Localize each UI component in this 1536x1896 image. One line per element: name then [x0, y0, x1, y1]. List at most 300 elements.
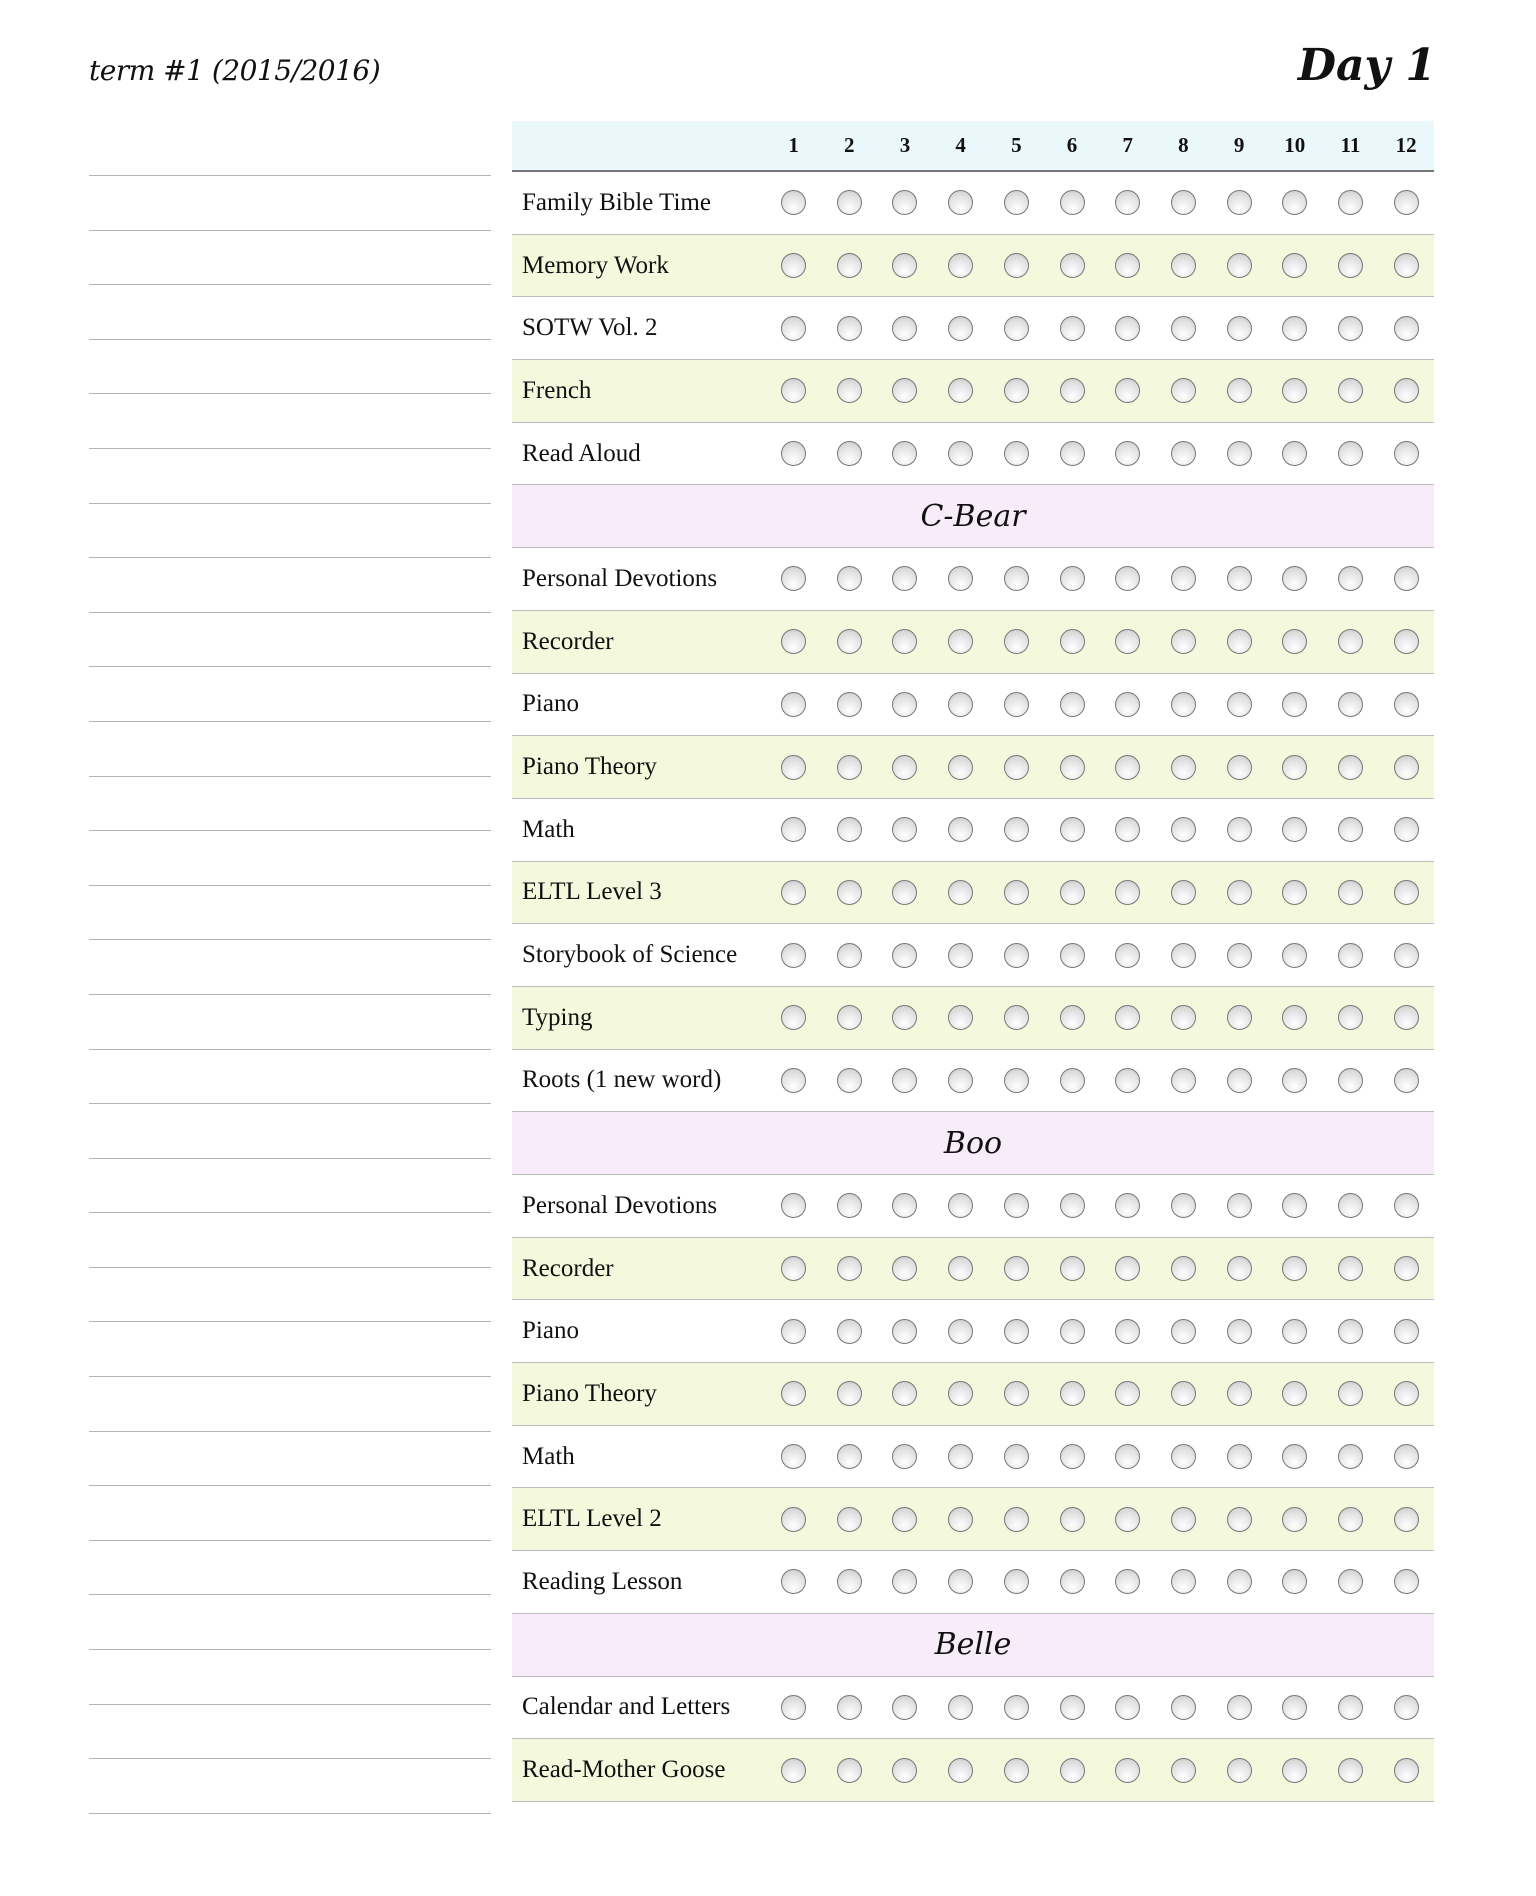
- checkbox-circle[interactable]: [948, 1758, 973, 1783]
- checkbox-circle[interactable]: [1282, 316, 1307, 341]
- checkbox-circle[interactable]: [892, 880, 917, 905]
- checkbox-circle[interactable]: [1338, 1319, 1363, 1344]
- checkbox-circle[interactable]: [892, 629, 917, 654]
- checkbox-circle[interactable]: [837, 1381, 862, 1406]
- checkbox-circle[interactable]: [948, 1005, 973, 1030]
- checkbox-circle[interactable]: [1227, 1569, 1252, 1594]
- checkbox-circle[interactable]: [1394, 1256, 1419, 1281]
- checkbox-circle[interactable]: [1004, 755, 1029, 780]
- checkbox-circle[interactable]: [1338, 1444, 1363, 1469]
- checkbox-circle[interactable]: [837, 692, 862, 717]
- checkbox-circle[interactable]: [781, 1444, 806, 1469]
- checkbox-circle[interactable]: [1282, 880, 1307, 905]
- checkbox-circle[interactable]: [837, 1444, 862, 1469]
- checkbox-circle[interactable]: [948, 880, 973, 905]
- checkbox-circle[interactable]: [837, 880, 862, 905]
- note-line[interactable]: [89, 448, 491, 503]
- checkbox-circle[interactable]: [1060, 190, 1085, 215]
- note-line[interactable]: [89, 612, 491, 667]
- checkbox-circle[interactable]: [1227, 566, 1252, 591]
- note-line[interactable]: [89, 393, 491, 448]
- checkbox-circle[interactable]: [1171, 441, 1196, 466]
- checkbox-circle[interactable]: [1115, 1569, 1140, 1594]
- checkbox-circle[interactable]: [948, 1068, 973, 1093]
- checkbox-circle[interactable]: [948, 316, 973, 341]
- checkbox-circle[interactable]: [1282, 1319, 1307, 1344]
- checkbox-circle[interactable]: [1282, 817, 1307, 842]
- checkbox-circle[interactable]: [1394, 1068, 1419, 1093]
- note-line[interactable]: [89, 1758, 491, 1813]
- checkbox-circle[interactable]: [1338, 1381, 1363, 1406]
- checkbox-circle[interactable]: [1394, 378, 1419, 403]
- checkbox-circle[interactable]: [1171, 1005, 1196, 1030]
- checkbox-circle[interactable]: [1338, 253, 1363, 278]
- note-line[interactable]: [89, 994, 491, 1049]
- checkbox-circle[interactable]: [1004, 378, 1029, 403]
- checkbox-circle[interactable]: [837, 1193, 862, 1218]
- checkbox-circle[interactable]: [1004, 1005, 1029, 1030]
- checkbox-circle[interactable]: [1338, 1193, 1363, 1218]
- checkbox-circle[interactable]: [1004, 629, 1029, 654]
- note-line[interactable]: [89, 1267, 491, 1322]
- checkbox-circle[interactable]: [1282, 943, 1307, 968]
- checkbox-circle[interactable]: [892, 1695, 917, 1720]
- checkbox-circle[interactable]: [1004, 441, 1029, 466]
- checkbox-circle[interactable]: [1171, 1068, 1196, 1093]
- note-line[interactable]: [89, 175, 491, 230]
- checkbox-circle[interactable]: [1060, 253, 1085, 278]
- checkbox-circle[interactable]: [1115, 629, 1140, 654]
- checkbox-circle[interactable]: [781, 629, 806, 654]
- checkbox-circle[interactable]: [837, 1569, 862, 1594]
- checkbox-circle[interactable]: [1115, 441, 1140, 466]
- checkbox-circle[interactable]: [892, 1381, 917, 1406]
- checkbox-circle[interactable]: [948, 1193, 973, 1218]
- note-line[interactable]: [89, 1376, 491, 1431]
- checkbox-circle[interactable]: [1338, 755, 1363, 780]
- checkbox-circle[interactable]: [1282, 1507, 1307, 1532]
- checkbox-circle[interactable]: [892, 378, 917, 403]
- checkbox-circle[interactable]: [1115, 566, 1140, 591]
- checkbox-circle[interactable]: [892, 1507, 917, 1532]
- checkbox-circle[interactable]: [948, 1695, 973, 1720]
- checkbox-circle[interactable]: [781, 1381, 806, 1406]
- checkbox-circle[interactable]: [1171, 190, 1196, 215]
- checkbox-circle[interactable]: [1282, 566, 1307, 591]
- checkbox-circle[interactable]: [1282, 692, 1307, 717]
- note-line[interactable]: [89, 230, 491, 285]
- checkbox-circle[interactable]: [837, 190, 862, 215]
- note-line[interactable]: [89, 284, 491, 339]
- checkbox-circle[interactable]: [1394, 566, 1419, 591]
- checkbox-circle[interactable]: [781, 880, 806, 905]
- checkbox-circle[interactable]: [1282, 1758, 1307, 1783]
- checkbox-circle[interactable]: [1115, 190, 1140, 215]
- checkbox-circle[interactable]: [781, 1256, 806, 1281]
- checkbox-circle[interactable]: [892, 1569, 917, 1594]
- checkbox-circle[interactable]: [1115, 253, 1140, 278]
- note-line[interactable]: [89, 1594, 491, 1649]
- checkbox-circle[interactable]: [1394, 1444, 1419, 1469]
- checkbox-circle[interactable]: [1115, 817, 1140, 842]
- checkbox-circle[interactable]: [1394, 1193, 1419, 1218]
- checkbox-circle[interactable]: [1227, 880, 1252, 905]
- checkbox-circle[interactable]: [1282, 1444, 1307, 1469]
- note-line[interactable]: [89, 1813, 491, 1868]
- checkbox-circle[interactable]: [948, 629, 973, 654]
- checkbox-circle[interactable]: [948, 1256, 973, 1281]
- checkbox-circle[interactable]: [1171, 629, 1196, 654]
- checkbox-circle[interactable]: [1338, 1695, 1363, 1720]
- checkbox-circle[interactable]: [1338, 190, 1363, 215]
- note-line[interactable]: [89, 1103, 491, 1158]
- checkbox-circle[interactable]: [1338, 316, 1363, 341]
- checkbox-circle[interactable]: [892, 1444, 917, 1469]
- checkbox-circle[interactable]: [1060, 1381, 1085, 1406]
- checkbox-circle[interactable]: [1171, 1758, 1196, 1783]
- checkbox-circle[interactable]: [1282, 1695, 1307, 1720]
- checkbox-circle[interactable]: [1282, 441, 1307, 466]
- checkbox-circle[interactable]: [1394, 1758, 1419, 1783]
- note-line[interactable]: [89, 666, 491, 721]
- checkbox-circle[interactable]: [892, 943, 917, 968]
- checkbox-circle[interactable]: [1227, 1758, 1252, 1783]
- note-line[interactable]: [89, 557, 491, 612]
- checkbox-circle[interactable]: [781, 1569, 806, 1594]
- checkbox-circle[interactable]: [837, 817, 862, 842]
- checkbox-circle[interactable]: [1282, 1569, 1307, 1594]
- checkbox-circle[interactable]: [1004, 316, 1029, 341]
- checkbox-circle[interactable]: [1060, 629, 1085, 654]
- checkbox-circle[interactable]: [1115, 1256, 1140, 1281]
- checkbox-circle[interactable]: [948, 1569, 973, 1594]
- note-line[interactable]: [89, 339, 491, 394]
- checkbox-circle[interactable]: [1004, 880, 1029, 905]
- checkbox-circle[interactable]: [1394, 1569, 1419, 1594]
- checkbox-circle[interactable]: [837, 755, 862, 780]
- checkbox-circle[interactable]: [1060, 1256, 1085, 1281]
- checkbox-circle[interactable]: [1338, 817, 1363, 842]
- checkbox-circle[interactable]: [837, 566, 862, 591]
- checkbox-circle[interactable]: [1338, 1758, 1363, 1783]
- checkbox-circle[interactable]: [837, 1068, 862, 1093]
- checkbox-circle[interactable]: [1227, 378, 1252, 403]
- checkbox-circle[interactable]: [1227, 1319, 1252, 1344]
- checkbox-circle[interactable]: [892, 1758, 917, 1783]
- note-line[interactable]: [89, 1212, 491, 1267]
- checkbox-circle[interactable]: [1060, 755, 1085, 780]
- checkbox-circle[interactable]: [781, 1005, 806, 1030]
- checkbox-circle[interactable]: [948, 755, 973, 780]
- checkbox-circle[interactable]: [837, 1319, 862, 1344]
- checkbox-circle[interactable]: [1115, 316, 1140, 341]
- checkbox-circle[interactable]: [1394, 817, 1419, 842]
- checkbox-circle[interactable]: [1060, 1193, 1085, 1218]
- checkbox-circle[interactable]: [1227, 629, 1252, 654]
- checkbox-circle[interactable]: [837, 441, 862, 466]
- checkbox-circle[interactable]: [837, 253, 862, 278]
- checkbox-circle[interactable]: [837, 1005, 862, 1030]
- checkbox-circle[interactable]: [1060, 817, 1085, 842]
- checkbox-circle[interactable]: [1060, 441, 1085, 466]
- checkbox-circle[interactable]: [1338, 629, 1363, 654]
- checkbox-circle[interactable]: [1115, 1381, 1140, 1406]
- checkbox-circle[interactable]: [1171, 1695, 1196, 1720]
- checkbox-circle[interactable]: [1115, 1193, 1140, 1218]
- checkbox-circle[interactable]: [1115, 1507, 1140, 1532]
- checkbox-circle[interactable]: [1394, 441, 1419, 466]
- checkbox-circle[interactable]: [892, 441, 917, 466]
- checkbox-circle[interactable]: [1060, 1695, 1085, 1720]
- checkbox-circle[interactable]: [781, 253, 806, 278]
- checkbox-circle[interactable]: [837, 629, 862, 654]
- checkbox-circle[interactable]: [1227, 755, 1252, 780]
- checkbox-circle[interactable]: [1060, 378, 1085, 403]
- checkbox-circle[interactable]: [1171, 1569, 1196, 1594]
- checkbox-circle[interactable]: [1171, 378, 1196, 403]
- checkbox-circle[interactable]: [1171, 1444, 1196, 1469]
- checkbox-circle[interactable]: [1227, 1193, 1252, 1218]
- checkbox-circle[interactable]: [948, 253, 973, 278]
- checkbox-circle[interactable]: [1394, 1005, 1419, 1030]
- checkbox-circle[interactable]: [1060, 1319, 1085, 1344]
- checkbox-circle[interactable]: [837, 943, 862, 968]
- checkbox-circle[interactable]: [1004, 1758, 1029, 1783]
- checkbox-circle[interactable]: [1338, 1256, 1363, 1281]
- checkbox-circle[interactable]: [1060, 1068, 1085, 1093]
- checkbox-circle[interactable]: [781, 1068, 806, 1093]
- checkbox-circle[interactable]: [1115, 1444, 1140, 1469]
- checkbox-circle[interactable]: [1227, 1695, 1252, 1720]
- checkbox-circle[interactable]: [837, 1256, 862, 1281]
- checkbox-circle[interactable]: [1060, 316, 1085, 341]
- checkbox-circle[interactable]: [1115, 692, 1140, 717]
- checkbox-circle[interactable]: [837, 1695, 862, 1720]
- checkbox-circle[interactable]: [1060, 566, 1085, 591]
- checkbox-circle[interactable]: [1171, 817, 1196, 842]
- checkbox-circle[interactable]: [1338, 566, 1363, 591]
- checkbox-circle[interactable]: [1338, 880, 1363, 905]
- checkbox-circle[interactable]: [1115, 1758, 1140, 1783]
- checkbox-circle[interactable]: [1282, 1005, 1307, 1030]
- checkbox-circle[interactable]: [1171, 316, 1196, 341]
- checkbox-circle[interactable]: [892, 1005, 917, 1030]
- checkbox-circle[interactable]: [1115, 1695, 1140, 1720]
- checkbox-circle[interactable]: [1004, 1256, 1029, 1281]
- checkbox-circle[interactable]: [892, 190, 917, 215]
- checkbox-circle[interactable]: [1171, 566, 1196, 591]
- checkbox-circle[interactable]: [1060, 1005, 1085, 1030]
- checkbox-circle[interactable]: [1227, 441, 1252, 466]
- note-line[interactable]: [89, 1704, 491, 1759]
- checkbox-circle[interactable]: [1004, 190, 1029, 215]
- checkbox-circle[interactable]: [781, 1319, 806, 1344]
- note-line[interactable]: [89, 1649, 491, 1704]
- checkbox-circle[interactable]: [1394, 692, 1419, 717]
- checkbox-circle[interactable]: [1338, 441, 1363, 466]
- checkbox-circle[interactable]: [1394, 253, 1419, 278]
- checkbox-circle[interactable]: [1394, 1507, 1419, 1532]
- note-line[interactable]: [89, 830, 491, 885]
- checkbox-circle[interactable]: [892, 755, 917, 780]
- checkbox-circle[interactable]: [1060, 943, 1085, 968]
- note-line[interactable]: [89, 885, 491, 940]
- checkbox-circle[interactable]: [1115, 1005, 1140, 1030]
- checkbox-circle[interactable]: [1171, 1319, 1196, 1344]
- checkbox-circle[interactable]: [1227, 817, 1252, 842]
- checkbox-circle[interactable]: [1394, 629, 1419, 654]
- checkbox-circle[interactable]: [1004, 566, 1029, 591]
- checkbox-circle[interactable]: [892, 1256, 917, 1281]
- checkbox-circle[interactable]: [1338, 1068, 1363, 1093]
- checkbox-circle[interactable]: [837, 378, 862, 403]
- checkbox-circle[interactable]: [1004, 1695, 1029, 1720]
- checkbox-circle[interactable]: [1115, 378, 1140, 403]
- checkbox-circle[interactable]: [1171, 1193, 1196, 1218]
- checkbox-circle[interactable]: [892, 692, 917, 717]
- checkbox-circle[interactable]: [1227, 1507, 1252, 1532]
- checkbox-circle[interactable]: [1338, 1005, 1363, 1030]
- checkbox-circle[interactable]: [1282, 1256, 1307, 1281]
- note-line[interactable]: [89, 1540, 491, 1595]
- checkbox-circle[interactable]: [1338, 943, 1363, 968]
- checkbox-circle[interactable]: [1282, 629, 1307, 654]
- checkbox-circle[interactable]: [948, 378, 973, 403]
- checkbox-circle[interactable]: [1227, 692, 1252, 717]
- checkbox-circle[interactable]: [1171, 1381, 1196, 1406]
- checkbox-circle[interactable]: [781, 190, 806, 215]
- checkbox-circle[interactable]: [1338, 692, 1363, 717]
- checkbox-circle[interactable]: [892, 253, 917, 278]
- checkbox-circle[interactable]: [837, 1507, 862, 1532]
- checkbox-circle[interactable]: [892, 316, 917, 341]
- checkbox-circle[interactable]: [1004, 1569, 1029, 1594]
- checkbox-circle[interactable]: [892, 1319, 917, 1344]
- checkbox-circle[interactable]: [1115, 943, 1140, 968]
- checkbox-circle[interactable]: [781, 1695, 806, 1720]
- checkbox-circle[interactable]: [892, 1193, 917, 1218]
- checkbox-circle[interactable]: [837, 1758, 862, 1783]
- note-line[interactable]: [89, 503, 491, 558]
- checkbox-circle[interactable]: [781, 316, 806, 341]
- checkbox-circle[interactable]: [948, 441, 973, 466]
- checkbox-circle[interactable]: [948, 692, 973, 717]
- checkbox-circle[interactable]: [1338, 1507, 1363, 1532]
- checkbox-circle[interactable]: [1282, 190, 1307, 215]
- checkbox-circle[interactable]: [1171, 943, 1196, 968]
- checkbox-circle[interactable]: [948, 566, 973, 591]
- checkbox-circle[interactable]: [948, 943, 973, 968]
- checkbox-circle[interactable]: [1060, 1569, 1085, 1594]
- checkbox-circle[interactable]: [1394, 1381, 1419, 1406]
- checkbox-circle[interactable]: [1282, 378, 1307, 403]
- note-line[interactable]: [89, 1049, 491, 1104]
- checkbox-circle[interactable]: [781, 692, 806, 717]
- note-line[interactable]: [89, 939, 491, 994]
- checkbox-circle[interactable]: [781, 1507, 806, 1532]
- note-line[interactable]: [89, 1485, 491, 1540]
- checkbox-circle[interactable]: [892, 1068, 917, 1093]
- checkbox-circle[interactable]: [1394, 755, 1419, 780]
- checkbox-circle[interactable]: [1227, 190, 1252, 215]
- checkbox-circle[interactable]: [1004, 943, 1029, 968]
- checkbox-circle[interactable]: [781, 817, 806, 842]
- checkbox-circle[interactable]: [1394, 943, 1419, 968]
- note-line[interactable]: [89, 776, 491, 831]
- checkbox-circle[interactable]: [781, 755, 806, 780]
- checkbox-circle[interactable]: [1282, 253, 1307, 278]
- checkbox-circle[interactable]: [948, 817, 973, 842]
- checkbox-circle[interactable]: [1060, 1507, 1085, 1532]
- checkbox-circle[interactable]: [1004, 817, 1029, 842]
- checkbox-circle[interactable]: [1171, 1256, 1196, 1281]
- checkbox-circle[interactable]: [1171, 692, 1196, 717]
- checkbox-circle[interactable]: [1171, 755, 1196, 780]
- checkbox-circle[interactable]: [1060, 1444, 1085, 1469]
- checkbox-circle[interactable]: [1004, 1319, 1029, 1344]
- checkbox-circle[interactable]: [837, 316, 862, 341]
- checkbox-circle[interactable]: [1004, 1507, 1029, 1532]
- note-line[interactable]: [89, 1431, 491, 1486]
- checkbox-circle[interactable]: [1227, 1444, 1252, 1469]
- checkbox-circle[interactable]: [1394, 1319, 1419, 1344]
- checkbox-circle[interactable]: [1115, 880, 1140, 905]
- checkbox-circle[interactable]: [1338, 378, 1363, 403]
- checkbox-circle[interactable]: [1171, 253, 1196, 278]
- checkbox-circle[interactable]: [781, 378, 806, 403]
- checkbox-circle[interactable]: [1004, 1068, 1029, 1093]
- checkbox-circle[interactable]: [1060, 692, 1085, 717]
- checkbox-circle[interactable]: [1282, 755, 1307, 780]
- checkbox-circle[interactable]: [1282, 1381, 1307, 1406]
- checkbox-circle[interactable]: [1004, 1381, 1029, 1406]
- checkbox-circle[interactable]: [1227, 253, 1252, 278]
- checkbox-circle[interactable]: [948, 190, 973, 215]
- checkbox-circle[interactable]: [1394, 1695, 1419, 1720]
- checkbox-circle[interactable]: [1171, 1507, 1196, 1532]
- checkbox-circle[interactable]: [948, 1319, 973, 1344]
- checkbox-circle[interactable]: [1004, 1193, 1029, 1218]
- checkbox-circle[interactable]: [781, 441, 806, 466]
- note-line[interactable]: [89, 1158, 491, 1213]
- checkbox-circle[interactable]: [1394, 190, 1419, 215]
- checkbox-circle[interactable]: [948, 1381, 973, 1406]
- checkbox-circle[interactable]: [781, 1758, 806, 1783]
- checkbox-circle[interactable]: [1394, 880, 1419, 905]
- checkbox-circle[interactable]: [1227, 1381, 1252, 1406]
- checkbox-circle[interactable]: [1060, 880, 1085, 905]
- checkbox-circle[interactable]: [1282, 1193, 1307, 1218]
- checkbox-circle[interactable]: [948, 1444, 973, 1469]
- checkbox-circle[interactable]: [1394, 316, 1419, 341]
- checkbox-circle[interactable]: [1227, 1068, 1252, 1093]
- checkbox-circle[interactable]: [781, 1193, 806, 1218]
- checkbox-circle[interactable]: [1115, 755, 1140, 780]
- checkbox-circle[interactable]: [1282, 1068, 1307, 1093]
- checkbox-circle[interactable]: [892, 566, 917, 591]
- checkbox-circle[interactable]: [781, 943, 806, 968]
- checkbox-circle[interactable]: [1060, 1758, 1085, 1783]
- checkbox-circle[interactable]: [1227, 1256, 1252, 1281]
- note-line[interactable]: [89, 1321, 491, 1376]
- note-line[interactable]: [89, 721, 491, 776]
- checkbox-circle[interactable]: [948, 1507, 973, 1532]
- checkbox-circle[interactable]: [1227, 1005, 1252, 1030]
- checkbox-circle[interactable]: [1115, 1319, 1140, 1344]
- checkbox-circle[interactable]: [1004, 692, 1029, 717]
- checkbox-circle[interactable]: [1171, 880, 1196, 905]
- checkbox-circle[interactable]: [781, 566, 806, 591]
